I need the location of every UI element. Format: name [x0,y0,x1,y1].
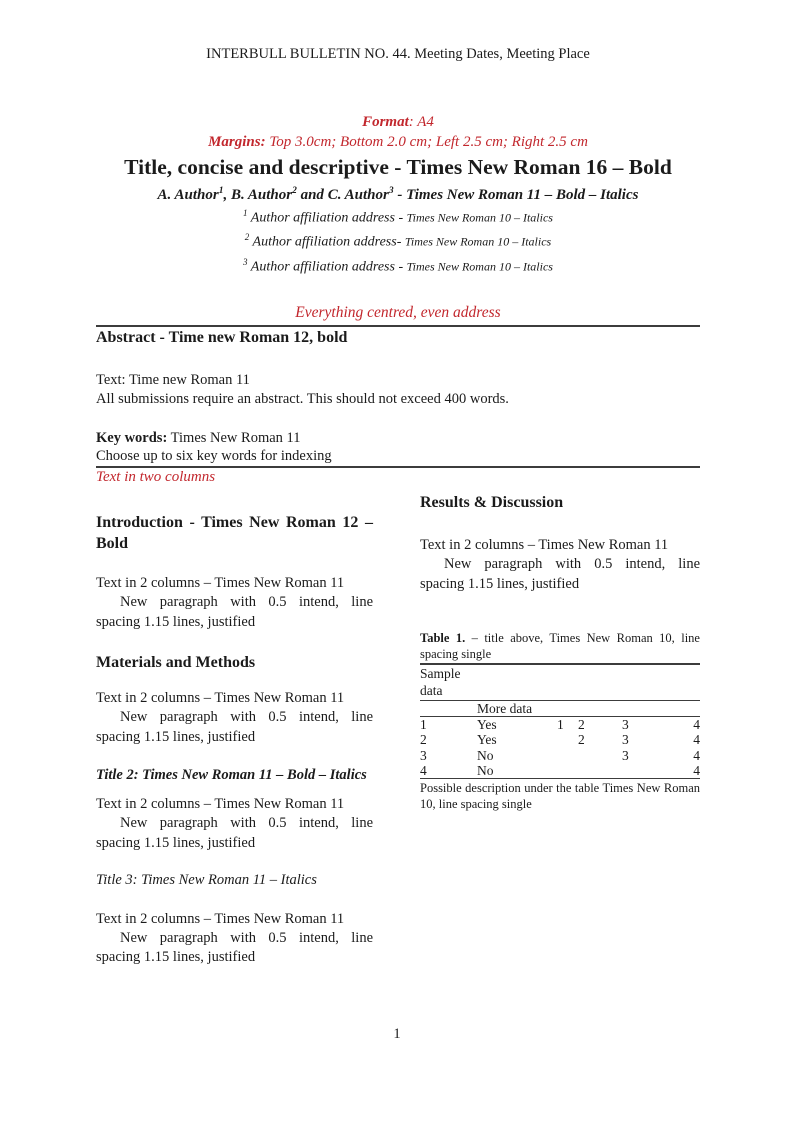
table-cell [557,763,578,779]
keywords-note: Choose up to six key words for indexing [96,448,332,465]
paragraph-line: Text in 2 columns – Times New Roman 11 [96,690,345,707]
author-c-superscript: 3 [388,186,394,196]
margins-value: Top 3.0cm; Bottom 2.0 cm; Left 2.5 cm; Right 2.5 cm [265,134,588,150]
page-number: 1 [393,1026,401,1042]
table-header-text: data [420,683,443,699]
table-cell: 3 [622,717,629,733]
table-caption-text: – title above, Times New Roman 10, line spacing single [420,631,700,662]
author-a-superscript: 1 [218,186,224,196]
table-group-header-row [420,664,700,700]
authors-style-note: - Times New Roman 11 – Bold – Italics [393,187,639,203]
paper-title: Title, concise and descriptive - Times New Roman 16 – Bold [124,155,672,179]
format-label: Format [362,114,409,130]
title2-heading: Title 2: Times New Roman 11 – Bold – Italics [96,766,367,783]
table-cell: 4 [672,763,700,779]
affiliation-3-style-note: Times New Roman 10 – Italics [406,259,553,274]
author-c: C. Author [327,187,389,203]
centring-note: Everything centred, even address [295,304,501,322]
affiliation-2-address: Author affiliation address- [252,235,405,251]
keywords-label: Key words: [96,429,168,446]
table-subheader-cell: More data [477,700,700,717]
affiliation-1-address: Author affiliation address - [250,210,407,226]
affiliation-1-superscript: 1 [243,208,248,218]
table-cell [578,748,622,763]
table-cell: 4 [693,732,700,748]
author-b-superscript: 2 [292,186,297,196]
abstract-text-note: Text: Time new Roman 11 [96,372,250,389]
horizontal-rule [96,466,700,468]
keywords-value: Times New Roman 11 [167,429,301,446]
table-cell: 3 [420,747,427,763]
table-cell: 2 [578,732,585,748]
title3-heading: Title 3: Times New Roman 11 – Italics [96,871,317,888]
affiliation-3 [96,253,700,277]
table-subheader-row [420,700,700,717]
introduction-heading: Introduction - Times New Roman 12 – Bold [96,514,373,552]
table-cell: 3 [622,747,629,763]
table-cell: 4 [693,717,700,733]
author-a: A. Author [157,187,219,203]
results-heading: Results & Discussion [420,494,564,512]
author-separator: , [223,187,231,203]
table-cell: 4 [420,763,477,779]
paragraph-line: New paragraph with 0.5 intend, line spacing 1.15 lines, justified [420,556,700,592]
table-cell: 2 [420,732,427,748]
table-cell [578,763,622,779]
table-cell: 4 [693,747,700,763]
table-cell: No [477,747,494,763]
paragraph-line: Text in 2 columns – Times New Roman 11 [420,537,669,554]
table-1 [420,663,700,779]
affiliation-1-style-note: Times New Roman 10 – Italics [406,210,553,225]
table-cell: Yes [477,717,497,733]
paragraph-line: New paragraph with 0.5 intend, line spacing 1.15 lines, justified [96,930,373,966]
table-cell [557,748,578,763]
author-b: B. Author [230,187,293,203]
left-column [96,494,373,968]
table-caption-label: Table 1. [420,631,466,646]
abstract-body: All submissions require an abstract. This should not exceed 400 words. [96,391,509,408]
table-cell: Yes [477,732,497,748]
two-column-layout [96,494,700,968]
table-cell: 2 [578,717,585,733]
horizontal-rule [96,325,700,327]
paragraph-line: Text in 2 columns – Times New Roman 11 [96,910,345,927]
paragraph-line: New paragraph with 0.5 intend, line spacing 1.15 lines, justified [96,594,373,630]
running-header: INTERBULL BULLETIN NO. 44. Meeting Dates, Meeting Place [206,46,590,62]
table-cell: 1 [420,717,427,733]
format-note [96,112,700,132]
margins-note [96,132,700,152]
paragraph-line: New paragraph with 0.5 intend, line spacing 1.15 lines, justified [96,815,373,851]
format-value: : A4 [408,114,434,130]
affiliation-3-address: Author affiliation address - [250,259,407,275]
table-group-header-cell [420,664,700,700]
table-cell [557,732,578,747]
table-row [420,717,700,733]
right-column [420,494,700,812]
table-cell: No [477,763,557,779]
affiliation-3-superscript: 3 [243,256,248,267]
table-cell [622,763,672,779]
table-footnote: Possible description under the table Times New Roman 10, line spacing single [420,781,700,812]
table-header-text: Sample [420,666,461,682]
paragraph-line: Text in 2 columns – Times New Roman 11 [96,795,345,812]
paragraph-line: Text in 2 columns – Times New Roman 11 [96,575,345,592]
affiliation-2-style-note: Times New Roman 10 – Italics [404,235,552,250]
affiliation-2 [96,228,700,252]
keywords-line [96,429,700,448]
table-cell [420,700,477,717]
materials-heading: Materials and Methods [96,654,256,672]
paragraph-line: New paragraph with 0.5 intend, line spacing 1.15 lines, justified [96,709,373,745]
authors-line [96,182,700,204]
table-row [420,748,700,763]
author-separator: and [296,187,328,203]
affiliation-1 [96,204,700,228]
table-cell: 3 [622,732,629,748]
table-cell: 1 [557,717,564,733]
table-row [420,732,700,747]
abstract-heading: Abstract - Time new Roman 12, bold [96,329,348,347]
affiliation-2-superscript: 2 [244,232,250,243]
table-row [420,763,700,779]
table-caption [420,630,700,662]
two-columns-note: Text in two columns [96,468,216,485]
margins-label: Margins: [208,134,266,150]
